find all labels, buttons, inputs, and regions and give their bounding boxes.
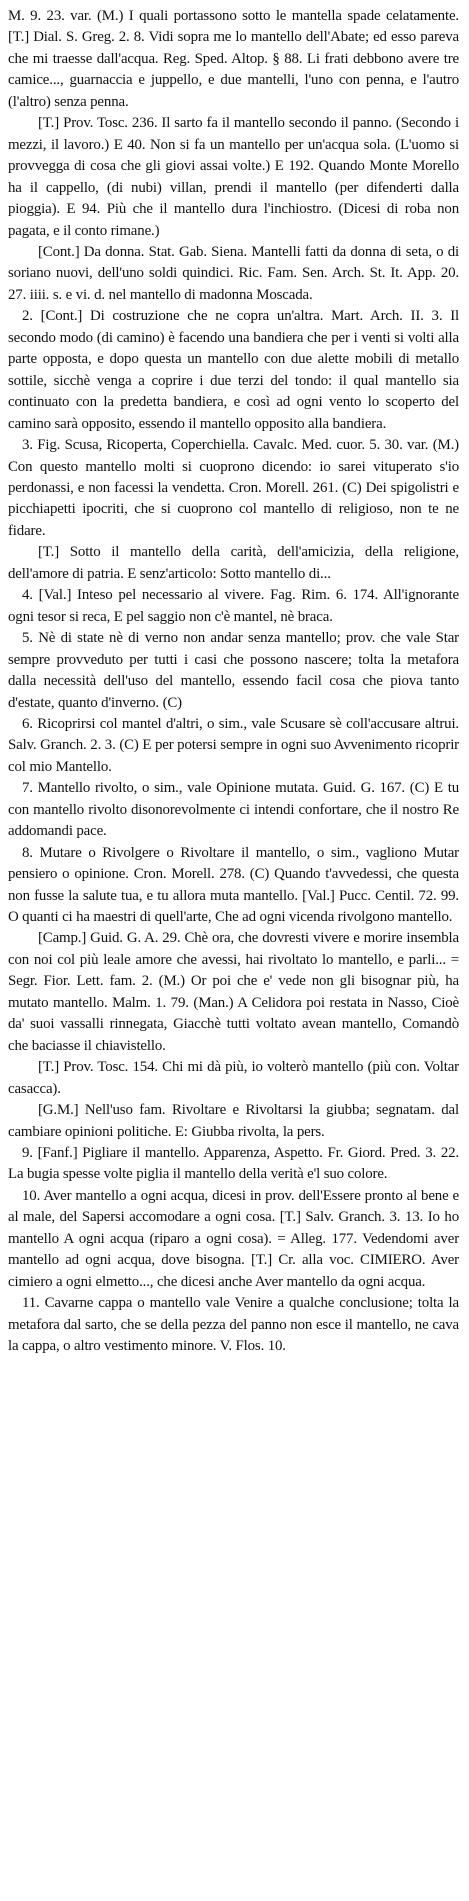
entry-paragraph: [T.] Sotto il mantello della carità, dell'amicizia, della religione, dell'amore di patria. E senz'articolo: Sotto mantello di... [8, 544, 459, 582]
entry-sense: 11. Cavarne cappa o mantello vale Venire a qualche conclusione; tolta la metafora dal sarto, che se della pezza del panno non esce il mantello, ne cava la cappa, o altro vestimento minore. V. Flos. 10. [8, 1295, 459, 1355]
entry-sense: 6. Ricoprirsi col mantel d'altri, o sim., vale Scusare sè coll'accusare altrui. Salv. Granch. 2. 3. (C) E per potersi sempre in ogni suo Avvenimento ricoprir col mio Mantello. [8, 715, 459, 775]
entry-paragraph: [Cont.] Da donna. Stat. Gab. Siena. Mantelli fatti da donna di seta, o di soriano nuovi, dell'uno soldi quindici. Ric. Fam. Sen. Arch. St. It. App. 20. 27. iiii. s. e vi. d. nel mantello di madonna Moscada. [8, 243, 459, 303]
entry-sense: 8. Mutare o Rivolgere o Rivoltare il mantello, o sim., vagliono Mutar pensiero o opinione. Cron. Morell. 278. (C) Quando t'avvedessi, che questa non fusse la salute tua, e tu allora muta mantello. [Val.] Pucc. Centil. 72. 99. O quanti ci ha maestri di quell'arte, Che ad ogni vicenda rivolgono mantello. [8, 844, 459, 926]
entry-sense: 4. [Val.] Inteso pel necessario al vivere. Fag. Rim. 6. 174. All'ignorante ogni tesor si reca, E pel saggio non c'è mantel, nè braca. [8, 587, 459, 625]
entry-sense: 9. [Fanf.] Pigliare il mantello. Apparenza, Aspetto. Fr. Giord. Pred. 3. 22. La bugia spesse volte piglia il mantello della verità e'l suo colore. [8, 1145, 459, 1183]
entry-paragraph: [T.] Prov. Tosc. 154. Chi mi dà più, io volterò mantello (più con. Voltar casacca). [8, 1059, 459, 1097]
entry-sense: 10. Aver mantello a ogni acqua, dicesi in prov. dell'Essere pronto al bene e al male, del Sapersi accomodare a ogni cosa. [T.] Salv. Granch. 3. 13. Io ho mantello A ogni acqua (riparo a ogni cosa). = Alleg. 177. Vedendomi aver mantello ad ogni acqua, dove bisogna. [T.] Cr. alla voc. CIMIERO. Aver cimiero a ogni elmetto..., che dicesi anche Aver mantello da ogni acqua. [8, 1187, 459, 1290]
entry-sense: 3. Fig. Scusa, Ricoperta, Coperchiella. Cavalc. Med. cuor. 5. 30. var. (M.) Con questo mantello molti si cuoprono dicendo: io sarei vituperato s'io perdonassi, e non facessi la vendetta. Cron. Morell. 261. (C) Dei spigolistri e picchiapetti ipocriti, che si cuoprono col mantello di religioso, non te ne fidare. [8, 437, 459, 539]
entry-sense: 7. Mantello rivolto, o sim., vale Opinione mutata. Guid. G. 167. (C) E tu con mantello rivolto disonorevolmente ci intendi confortare, che il nostro Re addomandi pace. [8, 780, 459, 840]
entry-paragraph: [G.M.] Nell'uso fam. Rivoltare e Rivoltarsi la giubba; segnatam. dal cambiare opinioni politiche. E: Giubba rivolta, la pers. [8, 1102, 459, 1140]
entry-paragraph: [Camp.] Guid. G. A. 29. Chè ora, che dovresti vivere e morire insembla con noi col più leale amore che avessi, hai rivoltato lo mantello, e parli... = Segr. Fior. Lett. fam. 2. (M.) Or poi che e' vede non gli bisognar più, ha mutato mantello. Malm. 1. 79. (Man.) A Celidora poi restata in Nasso, Cioè da' suoi vassalli rinnegata, Giacchè tutti voltato avean mantello, Comandò che baciasse il chiavistello. [8, 930, 459, 1054]
entry-paragraph: M. 9. 23. var. (M.) I quali portassono sotto le mantella spade celatamente. [T.] Dial. S. Greg. 2. 8. Vidi sopra me lo mantello dell'Abate; ed esso pareva che mi traesse dall'acqua. Reg. Sped. Altop. § 88. Li frati debbono avere tre camice..., guarnaccia e juppello, e due mantelli, l'uno con penna, e l'autro (l'altro) senza penna. [8, 8, 459, 110]
entry-paragraph: [T.] Prov. Tosc. 236. Il sarto fa il mantello secondo il panno. (Secondo i mezzi, il lavoro.) E 40. Non si fa un mantello per un'acqua sola. (L'uomo si provvegga di cosa che gli giovi assai volte.) E 192. Quando Monte Morello ha il cappello, (di nubi) villan, prendi il mantello (per difenderti dalla pioggia). E 94. Più che il mantello dura l'inchiostro. (Dicesi di roba non pagata, e il conto rimane.) [8, 115, 459, 239]
entry-sense: 5. Nè di state nè di verno non andar senza mantello; prov. che vale Star sempre provveduto per tutti i casi che possono nascere; tolta la metafora dalla necessità dell'uso del mantello, essendo facil cosa che piova tanto d'estate, quanto d'inverno. (C) [8, 630, 459, 711]
entry-sense: 2. [Cont.] Di costruzione che ne copra un'altra. Mart. Arch. II. 3. Il secondo modo (di camino) è facendo una bandiera che per i venti si volti alla parte opposta, e dopo questa un mantello con due alette mobili di metallo sottile, sicchè venga a coprire i due terzi del tondo: il qual mantello sia continuato con la predetta bandiera, e così ad ogni vento lo scoperto del camino sarà opposito, essendo il mantello opposito alla bandiera. [8, 308, 459, 432]
